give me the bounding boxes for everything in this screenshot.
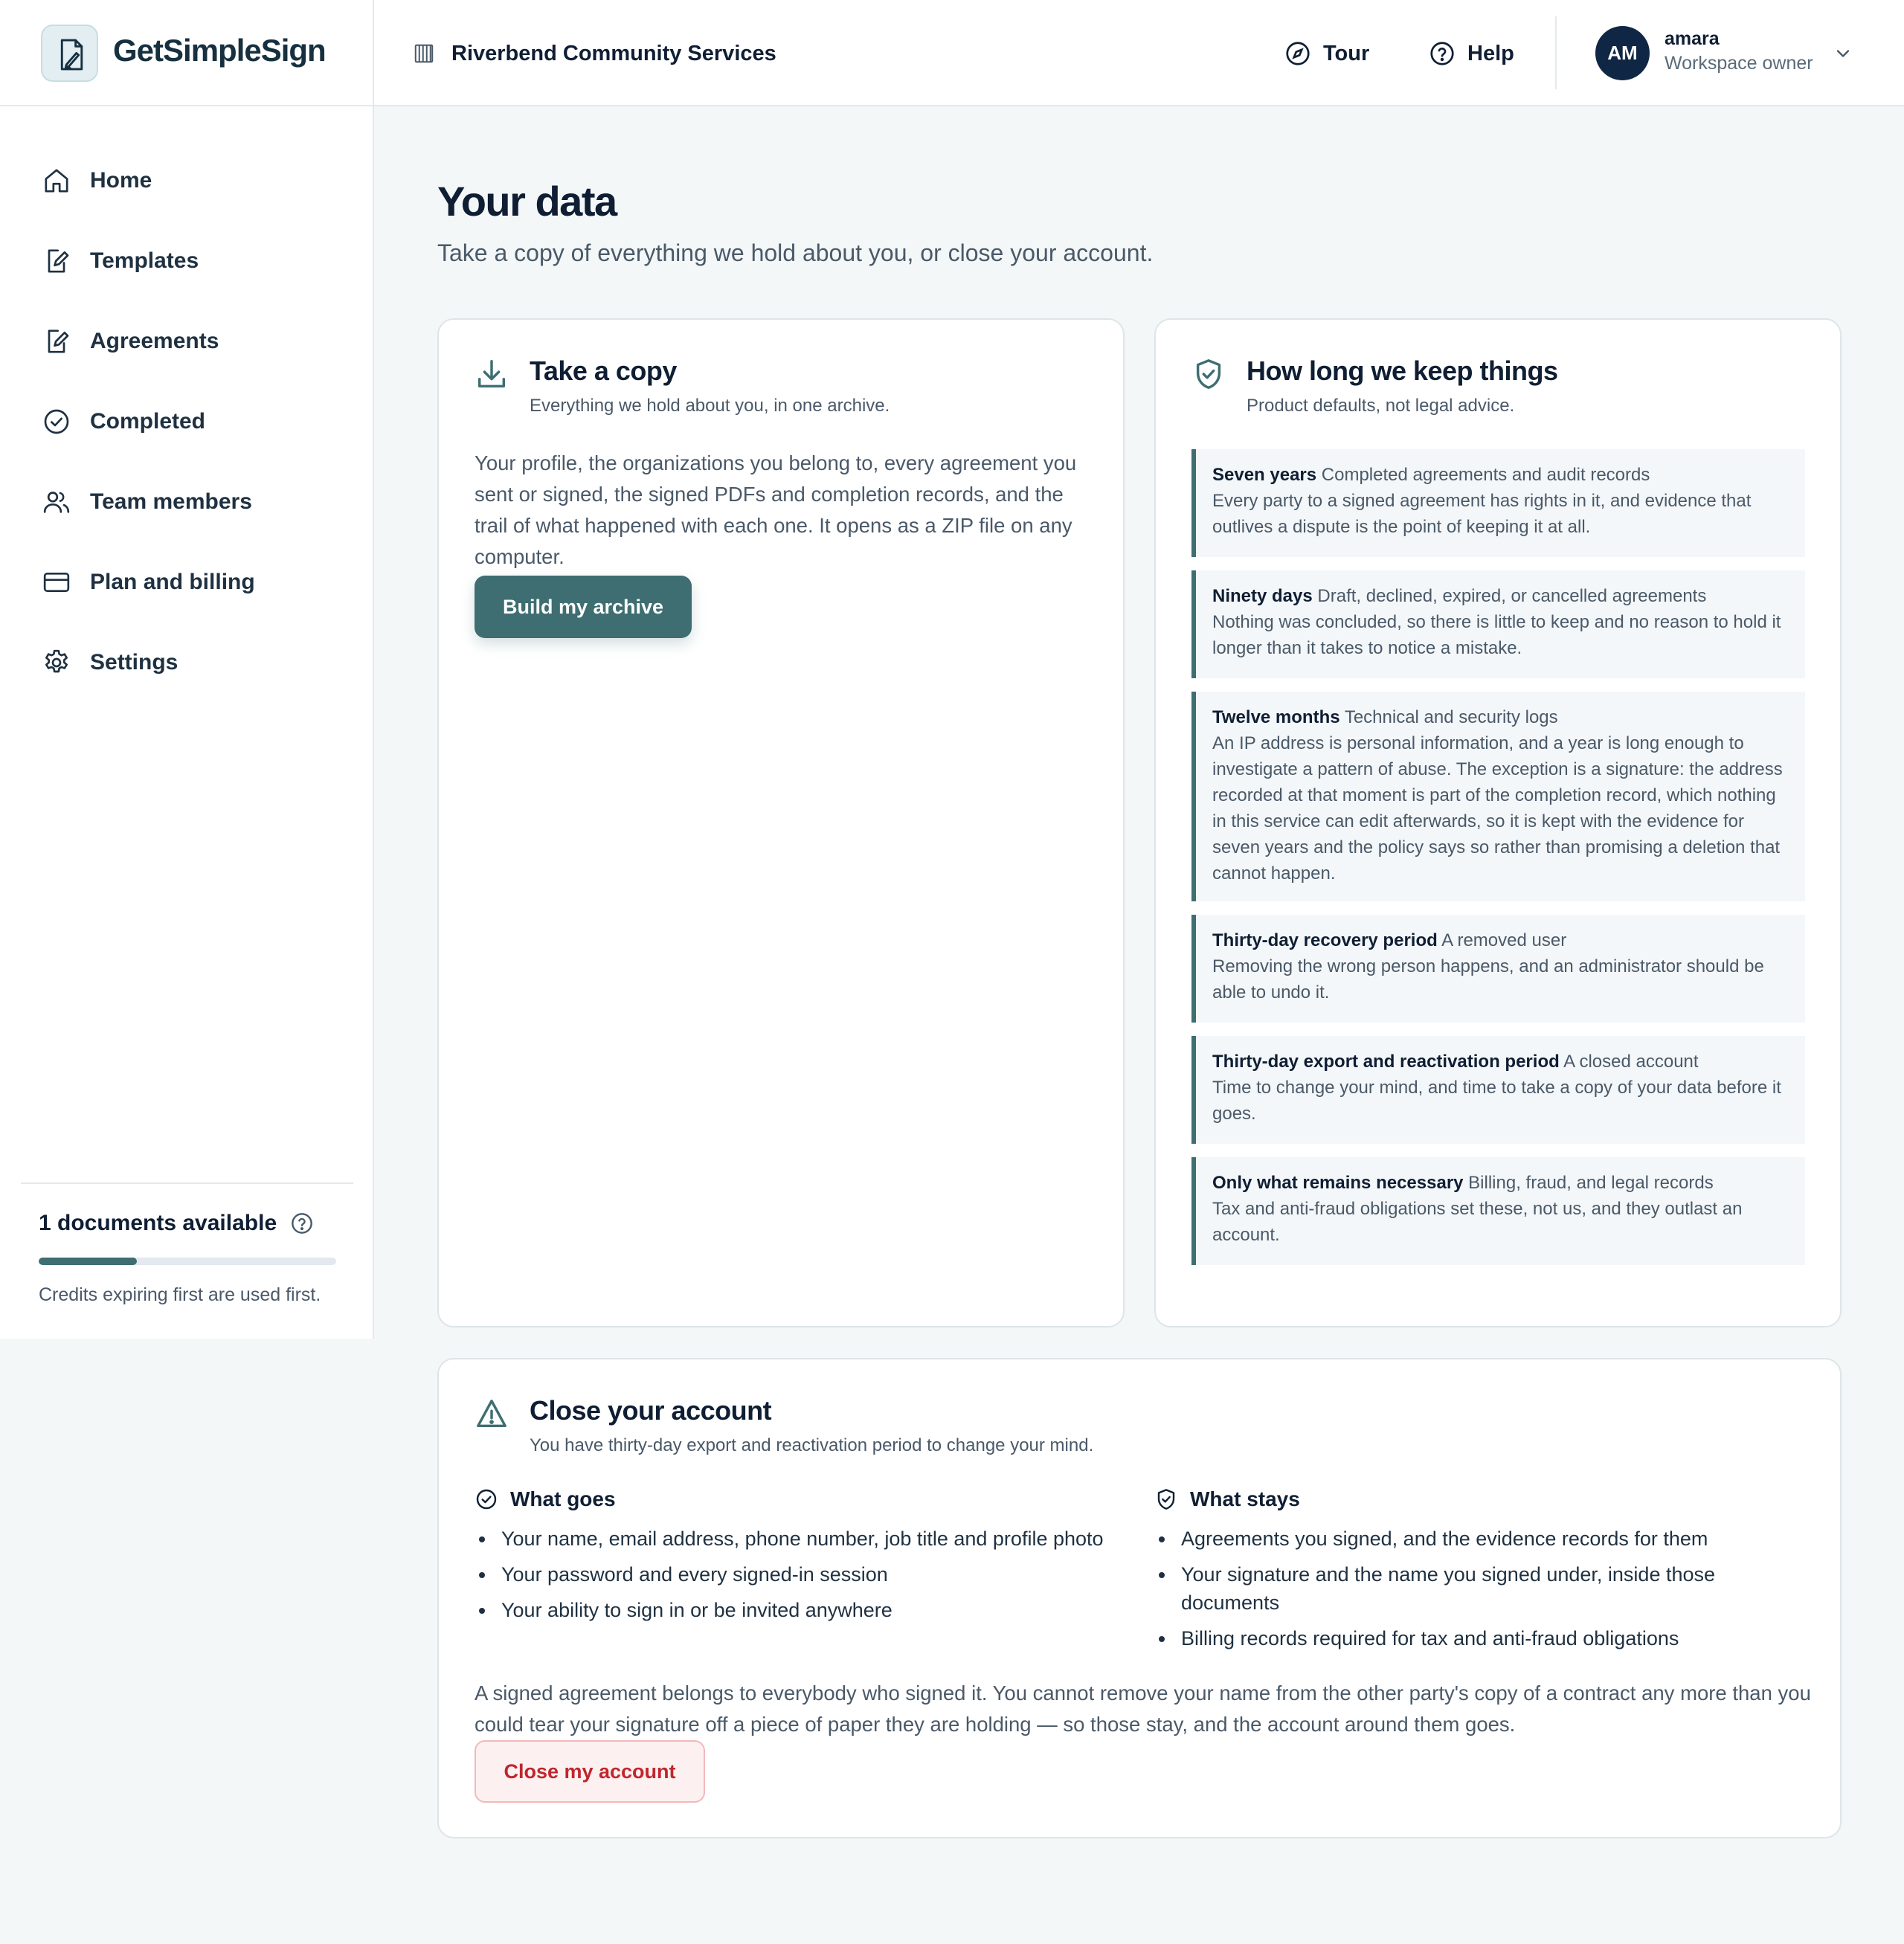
agreement-icon [41, 326, 72, 357]
warning-triangle-icon [475, 1397, 509, 1431]
help-circle-icon[interactable] [290, 1211, 314, 1235]
retention-reason: Removing the wrong person happens, and an administrator should be able to undo it. [1212, 956, 1764, 1002]
list-item: Your password and every signed-in session [475, 1560, 1129, 1589]
sidebar-item-label: Home [90, 168, 152, 193]
users-icon [41, 486, 72, 518]
list-item: Your name, email address, phone number, job title and profile photo [475, 1525, 1129, 1553]
credits-summary [39, 1211, 314, 1236]
retention-scope: Completed agreements and audit records [1321, 465, 1650, 485]
retention-scope: Billing, fraud, and legal records [1468, 1173, 1714, 1193]
retention-period: Ninety days [1212, 586, 1313, 606]
retention-period: Thirty-day export and reactivation period [1212, 1052, 1560, 1072]
credits-title: 1 documents available [39, 1211, 277, 1235]
user-role: Workspace owner [1665, 53, 1813, 74]
credit-card-icon [41, 567, 72, 598]
retention-reason: Tax and anti-fraud obligations set these, not us, and they outlast an account. [1212, 1199, 1743, 1245]
retention-period: Only what remains necessary [1212, 1173, 1464, 1193]
retention-reason: Every party to a signed agreement has rights in it, and evidence that outlives a dispute is the point of keeping it at all. [1212, 491, 1752, 537]
sidebar [0, 106, 374, 1339]
retention-item [1191, 1036, 1805, 1144]
check-circle-icon [475, 1487, 498, 1511]
page-subtitle: Take a copy of everything we hold about you, or close your account. [437, 239, 1154, 266]
credits-progress-bar [39, 1258, 336, 1265]
header-divider [1555, 16, 1557, 89]
list-item: Your ability to sign in or be invited anywhere [475, 1596, 1129, 1624]
sidebar-item-label: Team members [90, 489, 252, 514]
retention-scope: Draft, declined, expired, or cancelled agreements [1317, 586, 1707, 606]
card-title: How long we keep things [1247, 355, 1558, 386]
shield-check-icon [1154, 1487, 1178, 1511]
help-circle-icon [1429, 40, 1456, 67]
building-icon [413, 42, 435, 65]
shield-check-icon [1191, 357, 1226, 391]
tour-label: Tour [1323, 41, 1370, 65]
retention-item [1191, 570, 1805, 678]
sidebar-item-plan-and-billing[interactable] [41, 560, 353, 605]
sidebar-item-label: Agreements [90, 329, 219, 353]
retention-scope: Technical and security logs [1344, 707, 1558, 727]
help-label: Help [1467, 41, 1514, 65]
sidebar-item-team-members[interactable] [41, 480, 353, 524]
retention-period: Seven years [1212, 465, 1317, 485]
what-goes-heading [475, 1487, 616, 1511]
organization-switcher[interactable] [413, 37, 776, 70]
list-item: Agreements you signed, and the evidence records for them [1154, 1525, 1809, 1553]
card-subtitle: You have thirty-day export and reactivation period to change your mind. [530, 1435, 1094, 1455]
avatar[interactable]: AM [1595, 26, 1650, 80]
retention-item [1191, 915, 1805, 1023]
retention-reason: Nothing was concluded, so there is little to keep and no reason to hold it longer than it takes to notice a mistake. [1212, 612, 1781, 658]
sidebar-item-templates[interactable] [41, 239, 353, 283]
help-button[interactable] [1429, 36, 1514, 71]
retention-item [1191, 1157, 1805, 1265]
sidebar-item-home[interactable] [41, 158, 353, 203]
template-icon [41, 245, 72, 277]
check-circle-icon [41, 406, 72, 437]
sidebar-item-label: Completed [90, 409, 206, 434]
sidebar-item-settings[interactable] [41, 640, 353, 685]
sidebar-item-completed[interactable] [41, 399, 353, 444]
card-subtitle: Product defaults, not legal advice. [1247, 396, 1515, 416]
retention-period: Twelve months [1212, 707, 1340, 727]
close-account-card [437, 1358, 1842, 1838]
gear-icon [41, 647, 72, 678]
signature-document-icon [41, 25, 98, 82]
list-item: Your signature and the name you signed under, inside those documents [1154, 1560, 1809, 1617]
user-name: amara [1665, 28, 1720, 49]
sidebar-item-agreements[interactable] [41, 319, 353, 364]
retention-item [1191, 449, 1805, 557]
tour-button[interactable] [1284, 36, 1369, 71]
sidebar-item-label: Templates [90, 248, 199, 273]
top-header [0, 0, 1904, 106]
what-stays-list [1154, 1525, 1809, 1660]
compass-icon [1284, 40, 1311, 67]
close-account-button[interactable]: Close my account [475, 1740, 705, 1803]
download-icon [475, 357, 509, 391]
retention-card [1154, 318, 1842, 1327]
retention-reason: An IP address is personal information, and a year is long enough to investigate a pattern of abuse. The exception is a signature: the address recorded at that moment is part of the completion record, which nothing in this service can edit afterwards, so it is kept with the evidence for seven years and the policy says so rather than promising a deletion that cannot happen. [1212, 733, 1783, 884]
build-archive-button[interactable]: Build my archive [475, 576, 692, 638]
card-title: Close your account [530, 1395, 772, 1426]
retention-item [1191, 692, 1805, 901]
chevron-down-icon[interactable] [1833, 43, 1853, 64]
what-stays-heading [1154, 1487, 1300, 1511]
organization-name: Riverbend Community Services [451, 41, 776, 65]
card-subtitle: Everything we hold about you, in one archive. [530, 396, 890, 416]
home-icon [41, 165, 72, 196]
close-explanation: A signed agreement belongs to everybody who signed it. You cannot remove your name from the other party's copy of a contract any more than you could tear your signature off a piece of paper they are holding — so those stay, and the account around them goes. [475, 1681, 1811, 1736]
brand-name: GetSimpleSign [113, 33, 326, 68]
what-goes-list [475, 1525, 1129, 1632]
archive-description: Your profile, the organizations you belong to, every agreement you sent or signed, the signed PDFs and completion records, and the trail of what happened with each one. It opens as a ZIP file on any computer. [475, 451, 1077, 568]
sidebar-item-label: Plan and billing [90, 570, 255, 594]
list-item: Billing records required for tax and anti-fraud obligations [1154, 1624, 1809, 1652]
retention-period: Thirty-day recovery period [1212, 930, 1438, 950]
credits-note: Credits expiring first are used first. [39, 1284, 321, 1305]
card-title: Take a copy [530, 355, 677, 386]
page-title: Your data [437, 178, 617, 225]
what-goes-label: What goes [510, 1487, 616, 1510]
retention-scope: A removed user [1441, 930, 1567, 950]
take-a-copy-card [437, 318, 1125, 1327]
sidebar-item-label: Settings [90, 650, 178, 675]
retention-reason: Time to change your mind, and time to take a copy of your data before it goes. [1212, 1078, 1781, 1124]
brand[interactable] [0, 0, 374, 105]
what-stays-label: What stays [1190, 1487, 1300, 1510]
credits-progress-fill [39, 1258, 137, 1265]
retention-scope: A closed account [1563, 1052, 1699, 1072]
sidebar-divider [21, 1182, 353, 1184]
